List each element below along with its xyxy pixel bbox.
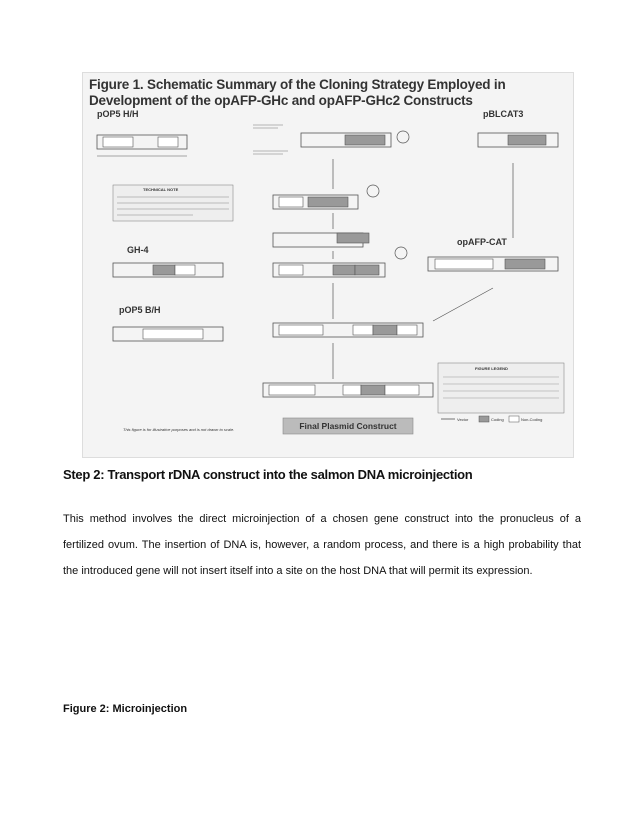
figure-legend [438,363,564,422]
legend-non-coding: Non-Coding [521,417,543,422]
step-2-heading: Step 2: Transport rDNA construct into the salmon DNA microinjection [63,467,473,482]
label-opafp-cat: opAFP-CAT [457,237,507,247]
legend-coding: Coding [491,417,504,422]
technical-note-title: TECHNICAL NOTE [143,187,179,192]
stage3-construct [273,233,369,247]
legend-vector: Vector [457,417,469,422]
technical-note-box [113,185,233,221]
stage2-construct [273,185,379,209]
plasmid-pop5-bh [113,327,223,341]
figure-1-title: Figure 1. Schematic Summary of the Cloning Strategy Employed in Development of the opAFP-GHc and opAFP-GHc2 Constructs [89,77,506,108]
stage4-construct [273,247,407,277]
plasmid-gh4 [113,263,223,277]
stage5-construct [273,323,423,337]
final-plasmid-label-box [283,418,413,434]
plasmid-pblcat3-stage1 [301,131,409,147]
label-pop5-bh: pOP5 B/H [119,305,161,315]
plasmid-pop5-hh [97,135,187,156]
step-2-paragraph: This method involves the direct microinjection of a chosen gene construct into the pronucleus of a fertilized ovum. The insertion of DNA is, however, a random process, and there is a high probability that the introduced gene will not insert itself into a site on the host DNA that will permit its expression. [63,513,581,577]
figure-1-image [82,72,574,458]
label-gh4: GH-4 [127,245,149,255]
plasmid-pblcat3 [478,133,558,147]
notes-col1 [253,125,288,154]
final-plasmid-label: Final Plasmid Construct [299,421,397,431]
figure-2-caption: Figure 2: Microinjection [63,703,188,715]
label-pblcat3: pBLCAT3 [483,109,524,119]
legend-title: FIGURE LEGEND [475,366,508,371]
final-construct [263,383,433,397]
plasmid-opafp-cat [428,257,558,271]
label-pop5-hh: pOP5 H/H [97,109,139,119]
cloning-strategy-schematic [83,73,573,457]
not-to-scale-note: This figure is for illustrative purposes and is not drawn to scale. [123,427,235,432]
